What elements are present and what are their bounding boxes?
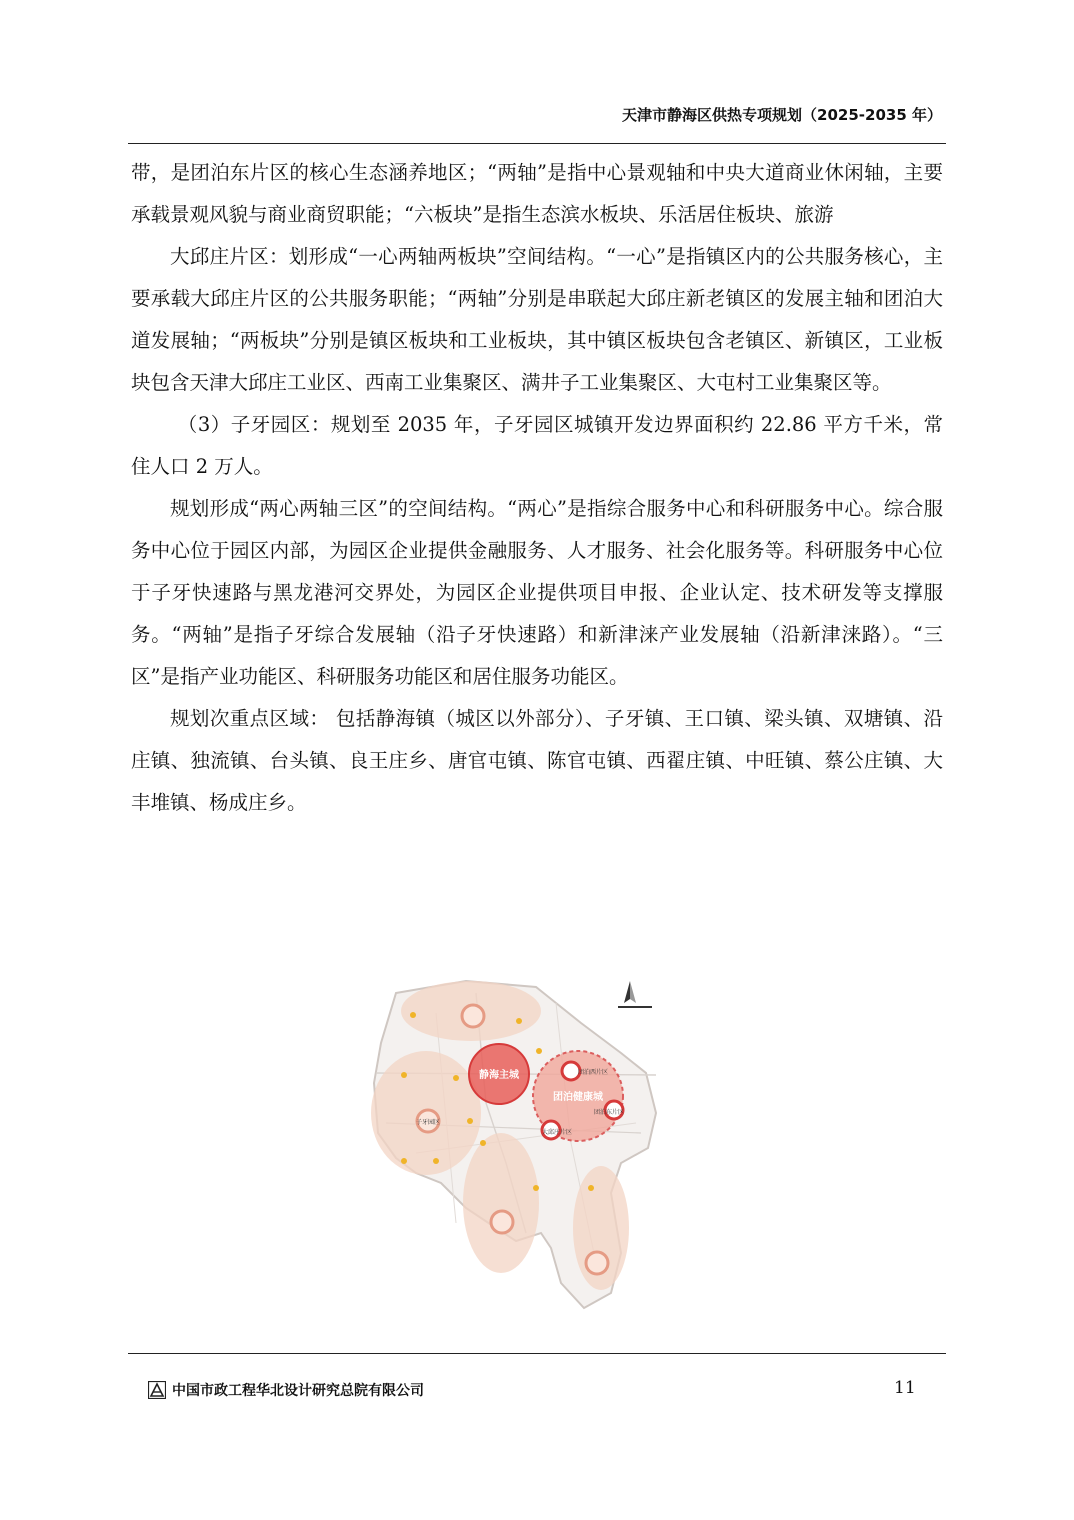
company-logo-icon — [148, 1381, 166, 1399]
footer-company — [148, 1380, 424, 1400]
paragraph-5: 规划次重点区域： 包括静海镇（城区以外部分）、子牙镇、王口镇、梁头镇、双塘镇、沿庄镇、独流镇、台头镇、良王庄乡、唐官屯镇、陈官屯镇、西翟庄镇、中旺镇、蔡公庄镇、大丰堆镇、杨成庄乡。 — [131, 707, 943, 814]
label-ziya: 子牙园区 — [415, 1119, 441, 1126]
area-south — [463, 1133, 539, 1273]
label-tuanbo-east: 团泊东片区 — [594, 1109, 625, 1116]
paragraph-1: 带，是团泊东片区的核心生态涵养地区；“两轴”是指中心景观轴和中央大道商业休闲轴，主要承载景观风貌与商业商贸职能；“六板块”是指生态滨水板块、乐活居住板块、旅游 — [131, 161, 943, 226]
page-number: 11 — [894, 1378, 916, 1398]
town-ring — [462, 1005, 484, 1027]
header-divider — [128, 143, 946, 144]
header-title: 天津市静海区供热专项规划（2025-2035 年） — [622, 106, 942, 124]
footer-divider — [128, 1353, 946, 1354]
paragraph-2: 大邱庄片区：划形成“一心两轴两板块”空间结构。“一心”是指镇区内的公共服务核心，主要承载大邱庄片区的公共服务职能；“两轴”分别是串联起大邱庄新老镇区的发展主轴和团泊大道发展轴；“两板块”分别是镇区板块和工业板块，其中镇区板块包含老镇区、新镇区，工业板块包含天津大邱庄工业区、西南工业集聚区、满井子工业集聚区、大屯村工业集聚区等。 — [131, 245, 943, 394]
label-tuanbo: 团泊健康城 — [553, 1092, 603, 1103]
document-body — [131, 152, 943, 824]
planning-map-figure — [356, 963, 670, 1325]
paragraph-4: 规划形成“两心两轴三区”的空间结构。“两心”是指综合服务中心和科研服务中心。综合服务中心位于园区内部，为园区企业提供金融服务、人才服务、社会化服务等。科研服务中心位于子牙快速路与黑龙港河交界处，为园区企业提供项目申报、企业认定、技术研发等支撑服务。“两轴”是指子牙综合发展轴（沿子牙快速路）和新津涞产业发展轴（沿新津涞路）。“三区”是指产业功能区、科研服务功能区和居住服务功能区。 — [131, 497, 943, 688]
planning-map — [356, 963, 670, 1325]
company-name: 中国市政工程华北设计研究总院有限公司 — [172, 1383, 424, 1399]
label-daqiuzhuang: 大邱庄片区 — [542, 1129, 573, 1136]
label-main-city: 静海主城 — [479, 1070, 519, 1081]
town-ring — [491, 1211, 513, 1233]
town-ring — [586, 1252, 608, 1274]
label-tuanbo-west: 团泊西片区 — [578, 1069, 609, 1076]
paragraph-3: （3）子牙园区：规划至 2035 年，子牙园区城镇开发边界面积约 22.86 平方千米，常住人口 2 万人。 — [131, 413, 943, 478]
